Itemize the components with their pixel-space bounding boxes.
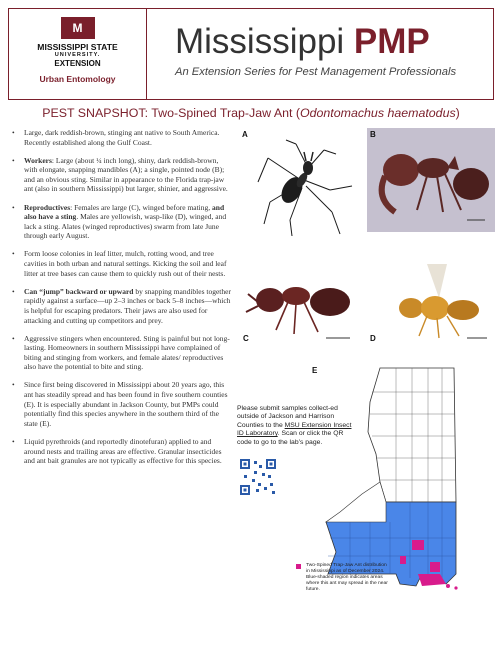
list-item: • Liquid pyrethroids (and reportedly dinotefuran) applied to and around nests and trailing areas are effective. Granular insecticides and ant bait granules are not typically as effective for this species. [10, 437, 232, 466]
logo-university-name: MISSISSIPPI STATE [37, 42, 118, 52]
fact-list [10, 128, 232, 474]
photo-label-c: C [243, 334, 249, 343]
list-item: • Workers: Large (about ¼ inch long), shiny, dark reddish-brown, with elongate, snapping mandibles (A); a single, pointed node (B); and an obvious sting. Similar in appearance to the Florida trap-jaw ant (also in southern Mississippi) but larger, shinier, and aggressive. [10, 156, 232, 194]
sample-submission-note: Please submit samples collect-ed outside of Jackson and Harrison Counties to the MSU Extension Insect ID Laboratory. Scan or click the QR code to go to the lab’s page. [237, 405, 352, 446]
mississippi-county-map [240, 362, 494, 642]
photo-d-male [367, 264, 495, 346]
photo-label-a: A [242, 130, 248, 139]
pink-county-1 [412, 540, 424, 550]
male-ant-illustration [367, 264, 495, 346]
publication-title: Mississippi PMP [175, 22, 430, 61]
publication-subtitle: An Extension Series for Pest Management Professionals [175, 66, 457, 78]
photo-label-e: E [312, 366, 318, 375]
logo-extension: EXTENSION [54, 59, 101, 68]
title-area [147, 9, 493, 99]
msu-extension-logo[interactable] [9, 9, 147, 99]
list-item: • Large, dark reddish-brown, stinging ant native to South America. Recently established along the Gulf Coast. [10, 128, 232, 147]
photo-a-worker [240, 128, 362, 248]
photo-b-node [367, 128, 495, 232]
photo-label-b: B [370, 130, 376, 139]
distribution-map [240, 362, 494, 642]
legend-text: Two-Spined Trap-Jaw Ant distribution in Mississippi as of December 2024. Blue-shaded region indicates areas where this ant may spread in the near future. [306, 563, 388, 592]
worker-ant-illustration [240, 128, 362, 248]
msu-m-logo-icon: M [61, 17, 95, 39]
female-ant-illustration [240, 264, 360, 346]
map-legend [306, 563, 388, 593]
list-item: • Form loose colonies in leaf litter, mulch, rotting wood, and tree cavities in both urban and natural settings. Kicking the soil and leaf litter at tree bases can cause them to quickly rush out of their nests. [10, 249, 232, 278]
header-banner [8, 8, 494, 100]
insect-id-lab-link[interactable]: MSU Extension Insect ID Laboratory [237, 421, 352, 438]
photo-label-d: D [370, 334, 376, 343]
qr-code-icon[interactable] [238, 457, 278, 497]
logo-university-word: UNIVERSITY. [54, 52, 101, 58]
pink-county-3 [400, 556, 406, 564]
list-item: • Aggressive stingers when encountered. Sting is painful but not long-lasting. Homeowners in southern Mississippi have complained of biting and stinging from workers, and female alates/ reproductives also have the potential to bite and sting. [10, 334, 232, 372]
department-name: Urban Entomology [39, 74, 116, 84]
pest-snapshot-heading: PEST SNAPSHOT: Two-Spined Trap-Jaw Ant (Odontomachus haematodus) [42, 106, 460, 120]
worker-profile-illustration [367, 128, 495, 232]
photo-c-female [240, 264, 360, 346]
legend-swatch [296, 564, 301, 569]
list-item: • Reproductives: Females are large (C), winged before mating, and also have a sting. Males are yellowish, wasp-like (D), winged, and lack a sting. Alates (winged reproductives) swarm from late June through early August. [10, 203, 232, 241]
list-item: • Since first being discovered in Mississippi about 20 years ago, this ant has steadily spread and has been found in five southern counties (E). It is especially abundant in Jackson County, but PMPs could potentially find this species anywhere in the southern third of the state (E). [10, 380, 232, 428]
list-item: • Can “jump” backward or upward by snapping mandibles together rapidly against a surface—up 2–3 inches or back 5–8 inches—which is helpful for escaping predators. Their jaws are also used for attacking and cutting up competitors and prey. [10, 287, 232, 325]
pink-county-2 [430, 562, 440, 572]
